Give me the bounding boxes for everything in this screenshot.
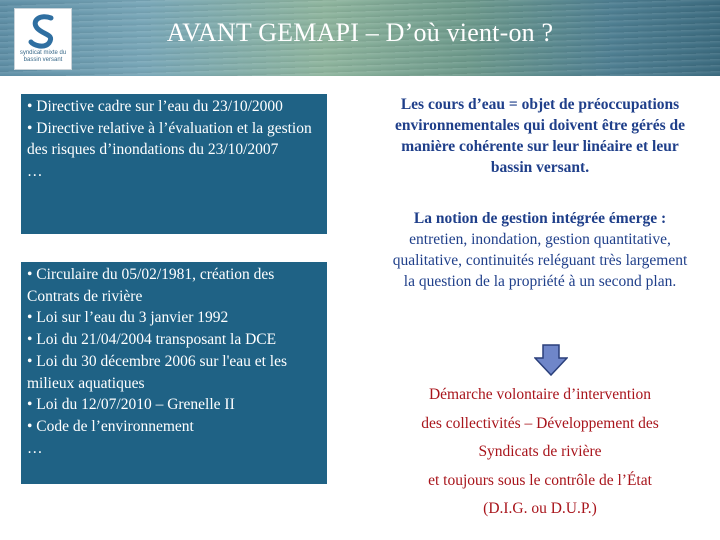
law-line: … — [27, 439, 43, 457]
arrow-down-icon — [534, 344, 568, 376]
integrated-management-heading: La notion de gestion intégrée émerge : — [413, 210, 667, 227]
conclusion-line: et toujours sous le contrôle de l’État — [428, 471, 652, 489]
law-line: • Circulaire du 05/02/1981, création des Contrats de rivière — [27, 266, 275, 305]
law-line: • Loi du 12/07/2010 – Grenelle II — [27, 396, 235, 414]
conclusion-line: des collectivités – Développement des — [421, 414, 659, 432]
law-line: • Code de l’environnement — [27, 417, 194, 435]
directive-line: • Directive cadre sur l’eau du 23/10/2000 — [27, 98, 283, 115]
laws-box — [21, 262, 327, 484]
conclusion-statement — [390, 381, 690, 524]
directive-line: … — [27, 163, 43, 181]
integrated-management-detail: entretien, inondation, gestion quantitative, qualitative, continuités reléguant très largement la question de la propriété à un second plan. — [392, 231, 688, 290]
law-line: • Loi du 21/04/2004 transposant la DCE — [27, 331, 277, 349]
law-line: • Loi du 30 décembre 2006 sur l'eau et les milieux aquatiques — [27, 352, 288, 392]
logo-text-line-2: bassin versant — [23, 57, 63, 63]
law-line: • Loi sur l’eau du 3 janvier 1992 — [27, 309, 229, 327]
directives-box — [21, 94, 327, 234]
logo-text-line-1: syndicat mixte du — [19, 50, 67, 56]
conclusion-line: Syndicats de rivière — [478, 443, 602, 460]
conclusion-line: (D.I.G. ou D.U.P.) — [483, 500, 597, 517]
integrated-management-statement — [390, 208, 690, 292]
directive-line: • Directive relative à l’évaluation et la gestion des risques d’inondations du 23/10/2007 — [27, 119, 312, 159]
watercourse-statement: Les cours d’eau = objet de préoccupations environnementales qui doivent être gérés de manière cohérente sur leur linéaire et leur bassin versant. — [394, 96, 686, 176]
conclusion-line: Démarche volontaire d’intervention — [428, 386, 652, 403]
header-banner — [0, 0, 720, 76]
slide-title: AVANT GEMAPI – D’où vient-on ? — [166, 18, 554, 47]
